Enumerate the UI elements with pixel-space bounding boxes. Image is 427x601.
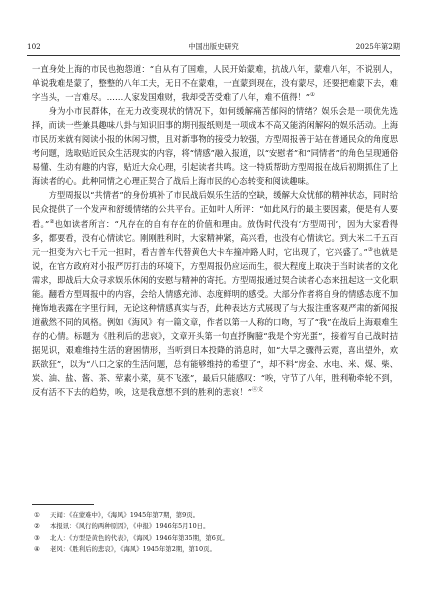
footnote-item xyxy=(34,521,398,532)
footnote-text: 天闻：《在蒙难中》，《海风》1945年第7期，第9页。 xyxy=(50,511,199,519)
footnote-ref-3: ③ xyxy=(367,246,373,253)
footnote-text: 本报讯：《风行的两种原因》，《申报》1946年5月10日。 xyxy=(50,522,210,531)
paragraph-3 xyxy=(32,188,398,399)
paragraph-text: 方型周报以“共情者”的身份填补了市民战后娱乐生活的空缺，缓解大众忧郁的精神状态，同时给民众提供了一个发声和舒缓情绪的公共平台。正如叶人所评：“如此风行的最主要因素，便是有人要看。” xyxy=(32,190,398,229)
journal-title: 中国出版史研究 xyxy=(188,42,239,51)
footnote-ref-4: ④文 xyxy=(251,387,263,394)
footnote-item xyxy=(34,533,398,544)
paragraph-2 xyxy=(32,104,398,188)
footnote-text: 北人：《方型是黄色的代表》，《海风》1946年第35期，第6页。 xyxy=(50,533,229,542)
paragraph-text: 一直身处上海的市民也抱怨道：“自从有了国难，人民开始蒙难，抗战八年，蒙难八年，不说别人，单说我难是蒙了，整整的八年工夫，无日不在蒙难，一直蒙到现在，没有蒙尽，还要把难蒙下去，难字当头，一言难尽。……人家发国难财，我却受苦受难了八年，难不值得！” xyxy=(32,64,398,103)
paragraph-text: 也就是说，在官方政府对小报严厉打击的环境下，方型周报仍应运而生，很大程度上取决于当时读者的文化需求，即战后大众寻求娱乐休闲的安慰与精神的寄托。方型周报通过契合读者心态来扭起这一文化职能。翻看方型周报中的内容，会给人情感充沛、态度鲜明的感受。大部分作者将自身的情感态度不加掩饰地表露在字里行间，无论这种情感真实与否，此种表达方式展现了与大报注重客观严肃的新闻报道截然不同的风格。例如《海风》有一篇文章，作者以第一人称的口吻，写了“我”在战后上海艰难生存的心情。标题为《胜利后的悲哀》，文章开头第一句直抒胸臆“我是个穷光蛋”，接着写自己战时拮据见识，艰难维持生活的窘困情形，当听到日本投降的消息时，如“大旱之骤得云霓，喜出望外，欢跃欲狂”，以为“八口之家的生活问题，总有能够维持的希望了”，却不料“房金、水电、米、煤、柴、炭、油、盐、酱、茶、荤素小菜，莫不飞涨”，最后只能感叹：“唉，守节了八年，胜利勒牵轮不到，反有活不下去的趋势，唉，这是我意想不到的胜利的悲哀！” xyxy=(32,246,398,398)
footnote-item xyxy=(34,544,398,555)
footnote-ref-1: ① xyxy=(310,92,315,99)
footnote-rule xyxy=(32,504,94,505)
article-body xyxy=(32,62,398,399)
footnote-item xyxy=(34,510,398,521)
paragraph-text: 身为小市民群体，在无力改变现状的情况下，如何缓解痛苦郁闷的情绪？娱乐会是一项优先选择，而读一些兼具趣味八卦与知识旧事的期刊报纸则是一项成本不高又能消闲解闷的娱乐活动。上海市民历来就有阅读小报的休闲习惯，且对新事物的接受力较强，方型周报善于站在普通民众的角度思考问题，选取贴近民众生活现实的内容，将“情感”融入报道，以“安慰者”和“同情者”的角色呈现通俗易懂、生动有趣的内容，贴近大众心理，引起读者共鸣。这一特质帮助方型周报在战后初期抓住了上海读者的心。此种同情之心理正契合了战后上海市民的心态转变和阅读趣味。 xyxy=(32,106,398,187)
footnote-mark: ② xyxy=(34,522,40,531)
footnotes xyxy=(34,510,398,555)
footnote-mark: ① xyxy=(34,511,40,519)
footnote-ref-2: ② xyxy=(49,218,55,225)
page-number: 102 xyxy=(27,42,41,51)
paragraph-1 xyxy=(32,62,398,104)
issue-label: 2025年第2期 xyxy=(355,42,400,51)
footnote-text: 老风：《胜利后的悲哀》，《海风》1945年第2期，第10页。 xyxy=(50,544,216,553)
paragraph-text: 也如读者所言：“凡存在的自有存在的价值和理由。放伪时代没有‘方型周刊’，因为大家看得多，都要看，没有心情读它。刚刚胜利时，大家精神紧，高兴看，也没有心情读它。到大米二千五百元一担变为六七千元一担时，看吉普车代替黄色大卡车撞冲路人时，它出现了，它兴盛了。” xyxy=(32,218,398,257)
footnote-mark: ④ xyxy=(34,544,40,553)
running-header xyxy=(27,41,400,53)
footnote-mark: ③ xyxy=(34,533,40,542)
header-rule xyxy=(27,55,400,56)
